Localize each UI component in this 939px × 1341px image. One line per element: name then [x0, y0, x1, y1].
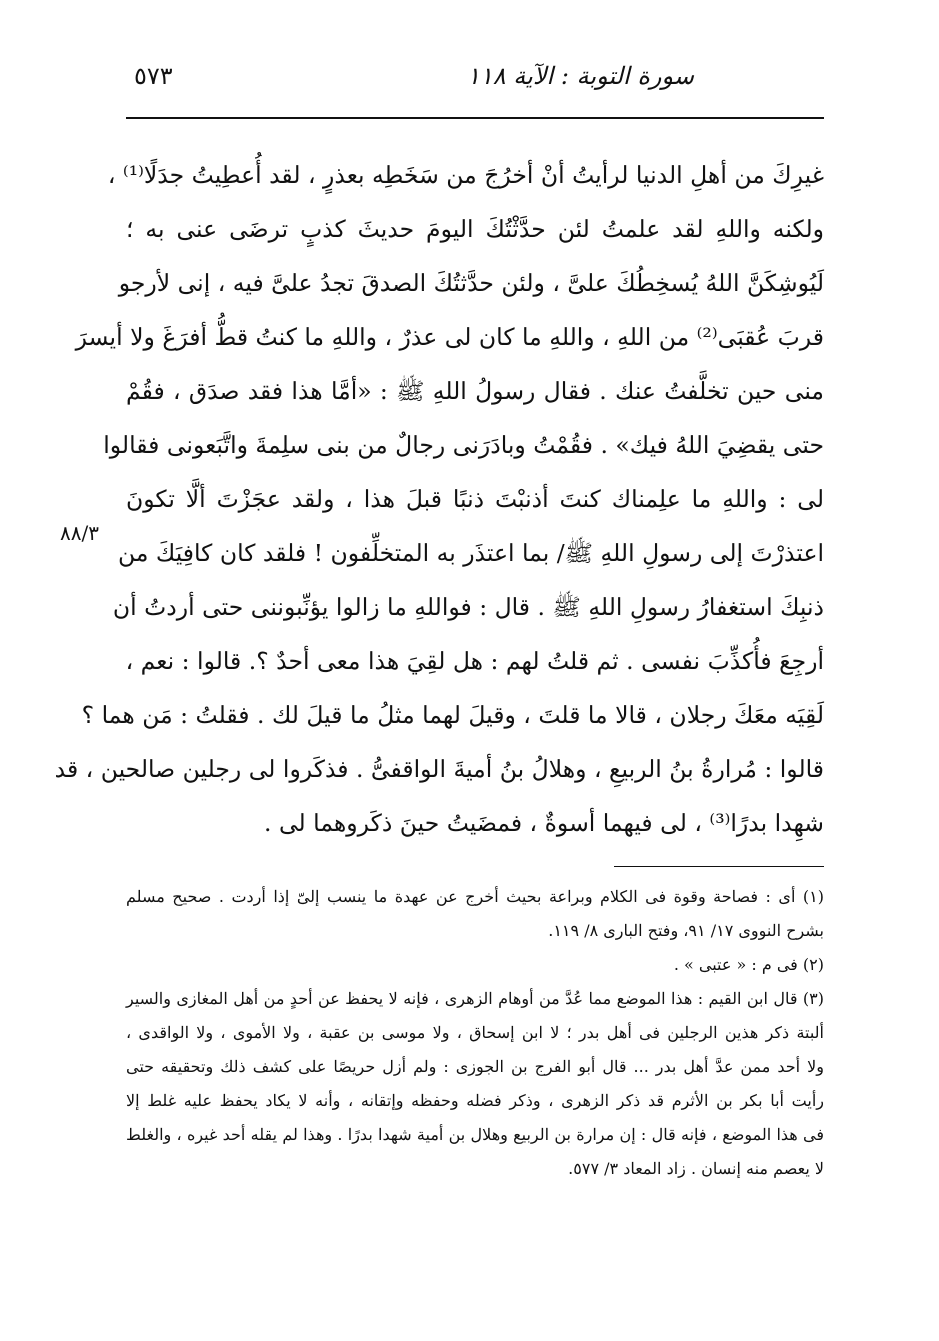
footnote-line: رأيت أبا بكر بن الأثرم قد ذكر الزهرى ، وذكر فضله وحفظه وإتقانه ، وأنه لا يكاد يحفظ عليه غلط إلا [126, 1091, 824, 1110]
text-line: ولكنه واللهِ لقد علمتُ لئن حدَّثْتُكَ اليومَ حديثَ كذبٍ ترضَى عنى به ؛ [126, 215, 824, 243]
page-header [126, 62, 824, 102]
footnote-line: ألبتة ذكر هذين الرجلين فى أهل بدر ؛ لا ابن إسحاق ، ولا موسى بن عقبة ، ولا الأموى ، ولا الواقدى ، [126, 1023, 824, 1042]
text-line: قربَ عُقبَى⁽²⁾ من اللهِ ، واللهِ ما كان لى عذرٌ ، واللهِ ما كنتُ قطُّ أفرَغَ ولا أيسرَ [75, 323, 824, 351]
text-line: لَيُوشِكَنَّ اللهُ يُسخِطُكَ علىَّ ، ولئن حدَّثتُكَ الصدقَ تجدُ علىَّ فيه ، إنى لأرجو [118, 269, 824, 297]
text-line: لَقِيَه معَكَ رجلان ، قالا ما قلتَ ، وقيلَ لهما مثلُ ما قيلَ لك . فقلتُ : مَن هما ؟ [81, 701, 824, 729]
footnote-line: (١) أى : فصاحة وقوة فى الكلام وبراعة بحيث أخرج عن عهدة ما ينسب إلىّ إذا أردت . صحيح مسلم [126, 887, 824, 906]
text-line: غيرِكَ من أهلِ الدنيا لرأيتُ أنْ أخرُجَ من سَخَطِه بعذرٍ ، لقد أُعطِيتُ جدَلًا⁽¹⁾ ، [107, 161, 824, 189]
header-rule [126, 117, 824, 119]
margin-reference: ٨٨/٣ [60, 521, 99, 545]
text-line: قالوا : مُرارةُ بنُ الربيعِ ، وهلالُ بنُ أميةَ الواقفىُّ . فذكَروا لى رجلين صالحين ، قد [54, 755, 824, 783]
running-title: سورة التوبة : الآية ١١٨ [466, 62, 694, 90]
page-number: ٥٧٣ [134, 62, 173, 90]
footnote-line: بشرح النووى ١٧/ ٩١، وفتح البارى ٨/ ١١٩. [548, 921, 824, 940]
text-line: اعتذرْتَ إلى رسولِ اللهِ ﷺ/ بما اعتذَر به المتخلِّفون ! فلقد كان كافِيَكَ من [117, 539, 824, 567]
footnotes [126, 880, 824, 1186]
text-line: أرجِعَ فأُكذِّبَ نفسى . ثم قلتُ لهم : هل لقِيَ هذا معى أحدٌ ؟. قالوا : نعم ، [125, 647, 824, 675]
footnote-line: ولا أحد ممن عدَّ أهل بدر ... قال أبو الفرج بن الجوزى : ولم أزل حريصًا على كشف ذلك وتحقيقه حتى [126, 1057, 824, 1076]
footnote-line: فى هذا الموضع ، فإنه قال : إن مرارة بن الربيع وهلال بن أمية شهدا بدرًا . وهذا لم يقله أحد غيره ، والغلط [126, 1125, 824, 1144]
text-line: منى حين تخلَّفتُ عنك . فقال رسولُ اللهِ ﷺ : «أمَّا هذا فقد صدَق ، فقُمْ [126, 377, 824, 405]
footnote-rule [614, 866, 824, 867]
text-line: ذنبِكَ استغفارُ رسولِ اللهِ ﷺ . قال : فواللهِ ما زالوا يؤنِّبوننى حتى أردتُ أن [112, 593, 824, 621]
footnote-line: (٣) قال ابن القيم : هذا الموضع مما عُدَّ من أوهام الزهرى ، فإنه لا يحفظ عن أحدٍ من أهل المغازى والسير [126, 989, 824, 1008]
footnote-line: لا يعصم منه إنسان . زاد المعاد ٣/ ٥٧٧. [568, 1159, 824, 1178]
text-line: حتى يقضِيَ اللهُ فيك» . فقُمْتُ وبادَرَنى رجالٌ من بنى سلِمةَ واتَّبَعونى فقالوا [103, 431, 824, 459]
text-line: لى : واللهِ ما علِمناك كنتَ أذنبْتَ ذنبًا قبلَ هذا ، ولقد عجَزْتَ ألَّا تكونَ [126, 485, 824, 513]
footnote-line: (٢) فى م : « عتبى » . [673, 955, 824, 974]
text-line: شهِدا بدرًا⁽³⁾ ، لى فيهما أسوةٌ ، فمضَيتُ حينَ ذكَروهما لى . [264, 809, 824, 837]
